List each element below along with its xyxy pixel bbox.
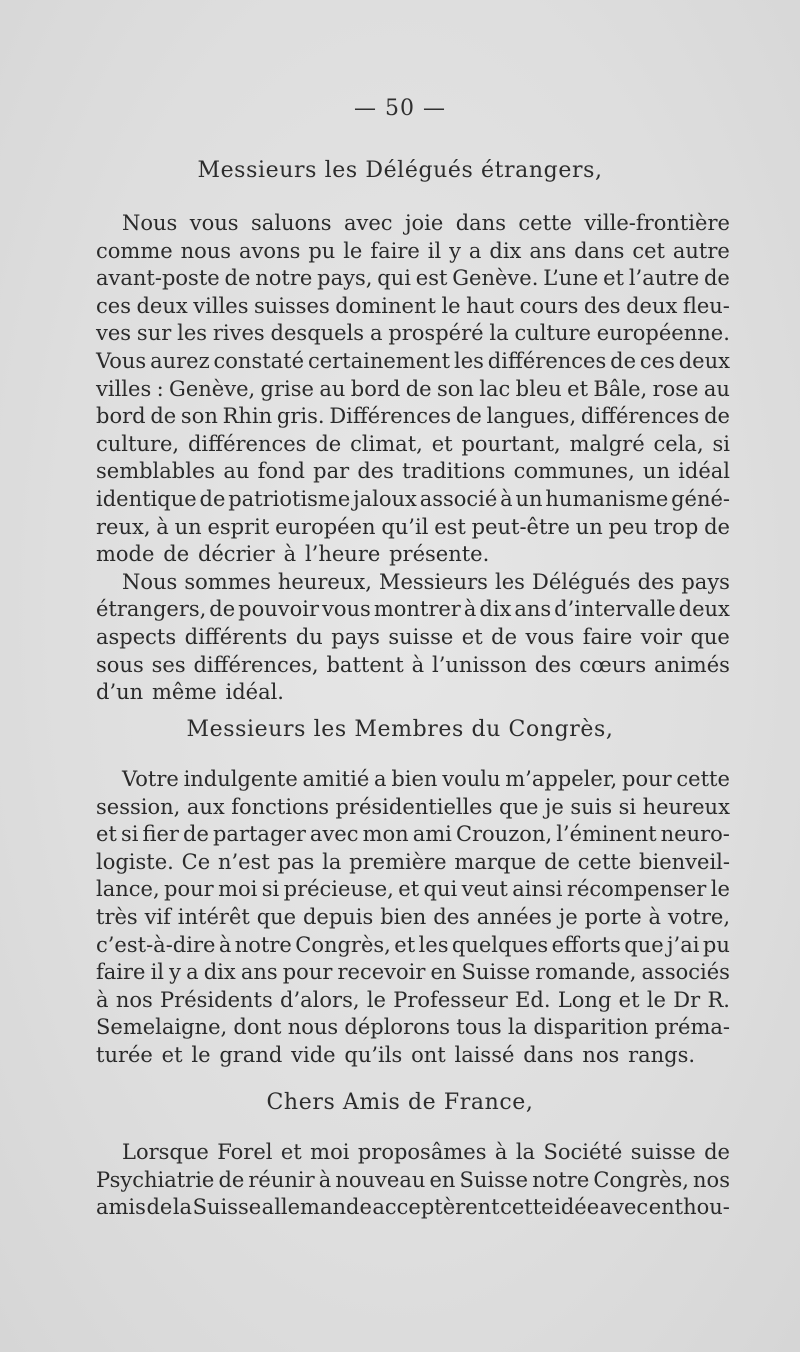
text-line: et si fier de partager avec mon ami Crouzon, l’éminent neuro-	[96, 822, 730, 847]
text-line: Lorsque Forel et moi proposâmes à la Société suisse de	[122, 1140, 730, 1164]
text-line: culture, différences de climat, et pourtant, malgré cela, si	[96, 431, 730, 456]
text-line: reux, à un esprit européen qu’il est peut-être un peu trop de	[96, 514, 730, 539]
text-line: semblables au fond par des traditions communes, un idéal	[96, 459, 730, 484]
paragraph-friends	[96, 1139, 730, 1222]
text-line: Nous sommes heureux, Messieurs les Délégués des pays	[122, 569, 730, 594]
section-heading-delegates: Messieurs les Délégués étrangers,	[197, 158, 603, 183]
text-line: villes : Genève, grise au bord de son lac bleu et Bâle, rose au	[96, 376, 730, 401]
text-line: lance, pour moi si précieuse, et qui veut ainsi récompenser le	[96, 877, 730, 902]
text-line: Nous vous saluons avec joie dans cette ville-frontière	[122, 211, 730, 235]
paragraph-members	[96, 766, 730, 1070]
text-line: logiste. Ce n’est pas la première marque de cette bienveil-	[96, 849, 730, 874]
text-line: identique de patriotisme jaloux associé à un humanisme géné-	[96, 486, 730, 511]
text-line: Semelaigne, dont nous déplorons tous la disparition préma-	[96, 1015, 730, 1040]
text-line: Votre indulgente amitié a bien voulu m’appeler, pour cette	[122, 767, 730, 791]
text-line: avant-poste de notre pays, qui est Genève. L’une et l’autre de	[96, 266, 730, 291]
text-line: d’un même idéal.	[96, 680, 284, 705]
text-line: bord de son Rhin gris. Différences de langues, différences de	[96, 404, 730, 429]
text-line: Psychiatrie de réunir à nouveau en Suisse notre Congrès, nos	[96, 1167, 730, 1192]
text-line: Vous aurez constaté certainement les différences de ces deux	[96, 348, 730, 373]
page-number: — 50 —	[354, 96, 446, 121]
text-line: ces deux villes suisses dominent le haut cours des deux fleu-	[96, 293, 730, 318]
text-line: c’est-à-dire à notre Congrès, et les quelques efforts que j’ai pu	[96, 932, 730, 957]
text-line: aspects différents du pays suisse et de vous faire voir que	[96, 624, 730, 649]
text-line: faire il y a dix ans pour recevoir en Suisse romande, associés	[96, 960, 730, 985]
text-line: à nos Présidents d’alors, le Professeur Ed. Long et le Dr R.	[96, 987, 730, 1012]
text-line: comme nous avons pu le faire il y a dix ans dans cet autre	[96, 238, 730, 263]
text-line: ves sur les rives desquels a prospéré la culture européenne.	[96, 321, 730, 346]
text-line: turée et le grand vide qu’ils ont laissé dans nos rangs.	[96, 1042, 696, 1067]
section-heading-friends: Chers Amis de France,	[266, 1090, 534, 1115]
text-line: session, aux fonctions présidentielles que je suis si heureux	[96, 794, 730, 819]
text-line: mode de décrier à l’heure présente.	[96, 542, 490, 567]
section-heading-members: Messieurs les Membres du Congrès,	[186, 717, 614, 742]
text-line: étrangers, de pouvoir vous montrer à dix ans d’intervalle deux	[96, 597, 730, 622]
text-line: amis de la Suisse allemande acceptèrent cette idée avec enthou-	[96, 1195, 730, 1220]
text-line: très vif intérêt que depuis bien des années je porte à votre,	[96, 904, 730, 929]
text-line: sous ses différences, battent à l’unisson des cœurs animés	[96, 652, 730, 677]
paragraph-delegates	[96, 210, 730, 707]
